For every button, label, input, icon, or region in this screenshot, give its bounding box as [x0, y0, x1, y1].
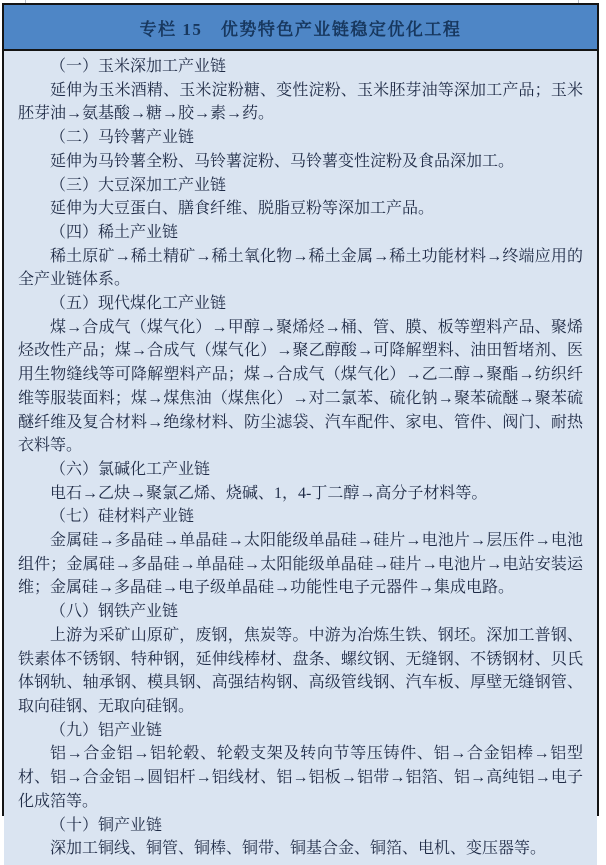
section-paragraph: 延伸为玉米酒精、玉米淀粉糖、变性淀粉、玉米胚芽油等深加工产品；玉米胚芽油→氨基酸→糖→胶→素→药。: [18, 81, 583, 123]
panel-body: [4, 51, 597, 865]
section-paragraph: 上游为采矿山原矿，废钢，焦炭等。中游为冶炼生铁、钢坯。深加工普钢、铁素体不锈钢、特种钢，延伸线棒材、盘条、螺纹钢、无缝钢、不锈钢材、贝氏体钢轨、轴承钢、模具钢、高强结构钢、高级管线钢、汽车板、厚壁无缝钢管、取向硅钢、无取向硅钢。: [18, 626, 583, 715]
section-heading: （三）大豆深加工产业链: [50, 176, 227, 194]
panel-title: 专栏 15 优势特色产业链稳定优化工程: [139, 19, 462, 39]
section-heading: （二）马铃薯产业链: [50, 129, 195, 147]
section-paragraph: 铝→合金铝→铝轮毂、轮毂支架及转向节等压铸件、铝→合金铝棒→铝型材、铝→合金铝→圆铝杆→铝线材、铝→铝板→铝带→铝箔、铝→高纯铝→电子化成箔等。: [18, 745, 583, 810]
section-heading: （七）硅材料产业链: [50, 508, 195, 526]
section-heading: （十）铜产业链: [50, 816, 163, 834]
panel-header: [4, 5, 597, 51]
section-paragraph: 煤→合成气（煤气化）→甲醇→聚烯烃→桶、管、膜、板等塑料产品、聚烯烃改性产品；煤→合成气（煤气化）→聚乙醇酸→可降解塑料、油田暂堵剂、医用生物缝线等可降解塑料产品；煤→合成气（煤气化）→乙二醇→聚酯→纺织纤维等服装面料；煤→煤焦油（煤焦化）→对二氯苯、硫化钠→聚苯硫醚→聚苯硫醚纤维及复合材料→绝缘材料、防尘滤袋、汽车配件、家电、管件、阀门、耐热衣料等。: [18, 318, 583, 455]
section-heading: （九）铝产业链: [50, 721, 163, 739]
section-paragraph: 延伸为大豆蛋白、膳食纤维、脱脂豆粉等深加工产品。: [50, 200, 435, 218]
section-heading: （五）现代煤化工产业链: [50, 295, 227, 313]
section-paragraph: 深加工铜线、铜管、铜棒、铜带、铜基合金、铜箔、电机、变压器等。: [50, 840, 547, 858]
section-paragraph: 稀土原矿→稀土精矿→稀土氧化物→稀土金属→稀土功能材料→终端应用的全产业链体系。: [18, 247, 583, 289]
section-paragraph: 电石→乙炔→聚氯乙烯、烧碱、1，4-丁二醇→高分子材料等。: [50, 484, 488, 502]
section-heading: （四）稀土产业链: [50, 223, 179, 241]
section-heading: （一）玉米深加工产业链: [50, 58, 227, 75]
section-heading: （六）氯碱化工产业链: [50, 460, 211, 478]
section-paragraph: 金属硅→多晶硅→单晶硅→太阳能级单晶硅→硅片→电池片→层压件→电池组件；金属硅→多晶硅→单晶硅→太阳能级单晶硅→硅片→电池片→电站安装运维；金属硅→多晶硅→电子级单晶硅→功能性电子元器件→集成电路。: [18, 532, 583, 597]
section-heading: （八）钢铁产业链: [50, 603, 179, 621]
feature-box: [2, 3, 599, 858]
section-paragraph: 延伸为马铃薯全粉、马铃薯淀粉、马铃薯变性淀粉及食品深加工。: [50, 152, 515, 170]
